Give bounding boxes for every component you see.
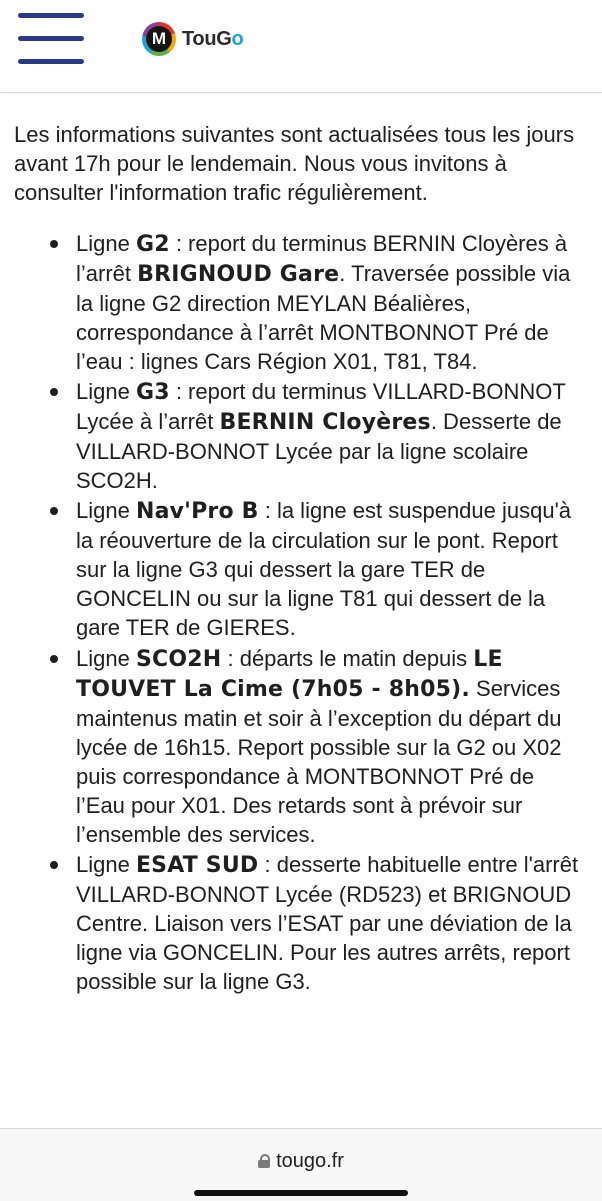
list-item: [14, 850, 586, 997]
menu-bar-bottom: [18, 59, 84, 64]
list-item: [14, 377, 586, 495]
bullet-icon: [50, 240, 58, 248]
lock-icon: [258, 1154, 270, 1168]
bullet-icon: [50, 507, 58, 515]
intro-paragraph: Les informations suivantes sont actualisées tous les jours avant 17h pour le lendemain. Nous vous invitons à consulter l'information trafic régulièrement.: [14, 122, 575, 205]
bullet-icon: [50, 861, 58, 869]
item-text: : départs le matin depuis: [221, 646, 474, 671]
list-item: [14, 229, 586, 376]
item-text: : la ligne est suspendue jusqu'à la réouverture de la circulation sur le pont. Report sur la ligne G3 qui dessert la gare TER de GONCELIN ou sur la ligne T81 qui dessert de la gare TER de GIERES.: [76, 498, 572, 640]
item-text: : report du terminus VILLARD-BONNOT Lycée à l’arrêt: [76, 379, 566, 434]
item-prefix: Ligne: [76, 852, 136, 877]
site-header: [0, 0, 602, 93]
home-indicator[interactable]: [194, 1190, 408, 1196]
line-name: SCO2H: [135, 647, 222, 672]
item-text: : report du terminus BERNIN Cloyères à l’arrêt: [76, 231, 568, 286]
logo-wordmark: [182, 28, 243, 51]
item-text-continued: . Desserte de VILLARD-BONNOT Lycée par la ligne scolaire SCO2H.: [76, 409, 562, 493]
line-name: Nav'Pro B: [135, 499, 259, 524]
logo-mark-icon: [142, 22, 176, 56]
item-text: : desserte habituelle entre l'arrêt VILLARD-BONNOT Lycée (RD523) et BRIGNOUD Centre. Liaison vers l’ESAT par une déviation de la ligne via GONCELIN. Pour les autres arrêts, report possible sur la ligne G3.: [76, 852, 579, 994]
line-name: ESAT SUD: [135, 853, 259, 878]
line-name: G2: [135, 232, 170, 257]
address-display[interactable]: [0, 1150, 602, 1173]
bullet-icon: [50, 655, 58, 663]
item-text-continued: Services maintenus matin et soir à l’exception du départ du lycée de 16h15. Report possible sur la G2 ou X02 puis correspondance à MONTBONNOT Pré de l’Eau pour X01. Des retards sont à prévoir sur l’ensemble des services.: [76, 676, 562, 847]
menu-bar-middle: [18, 36, 84, 41]
item-bold-text: BERNIN Cloyères: [219, 410, 431, 435]
item-bold-text: LE TOUVET La Cime (7h05 - 8h05).: [76, 647, 503, 702]
item-prefix: Ligne: [76, 646, 136, 671]
item-bold-text: BRIGNOUD Gare: [137, 262, 340, 287]
item-prefix: Ligne: [76, 231, 136, 256]
menu-bar-top: [18, 13, 84, 18]
item-prefix: Ligne: [76, 498, 136, 523]
item-text-continued: . Traversée possible via la ligne G2 direction MEYLAN Béalières, correspondance à l’arrêt MONTBONNOT Pré de l’eau : lignes Cars Région X01, T81, T84.: [76, 261, 571, 374]
main-content: [14, 120, 586, 998]
logo-text-accent: o: [231, 27, 244, 50]
logo-letter: M: [146, 26, 172, 52]
logo-text-main: TouG: [182, 27, 232, 50]
line-name: G3: [135, 380, 170, 405]
tougo-logo[interactable]: [142, 22, 243, 56]
address-text: tougo.fr: [276, 1150, 344, 1172]
hamburger-menu-icon[interactable]: [18, 13, 84, 65]
list-item: [14, 496, 586, 643]
item-prefix: Ligne: [76, 379, 136, 404]
list-item: [14, 644, 586, 849]
disruption-list: [14, 229, 586, 997]
bullet-icon: [50, 388, 58, 396]
